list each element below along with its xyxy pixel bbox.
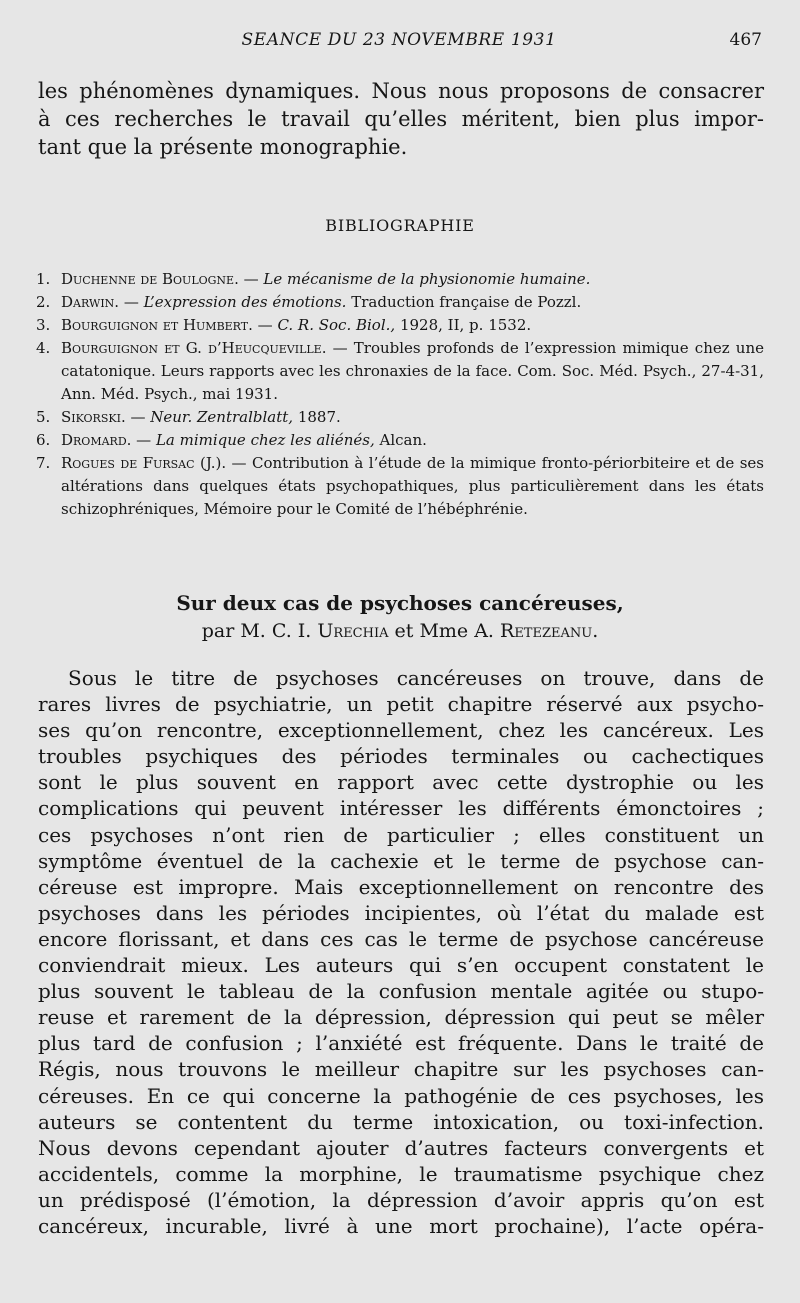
authors-prefix: par M. C. I. <box>201 620 318 642</box>
bibliography-entry <box>36 268 764 291</box>
entry-author: Dromard. <box>61 431 132 449</box>
entry-details: 1887. <box>293 408 341 426</box>
bibliography-heading: BIBLIOGRAPHIE <box>325 216 475 235</box>
running-title: SEANCE DU 23 NOVEMBRE 1931 <box>241 30 557 50</box>
entry-separator: — <box>238 270 264 288</box>
text-line: symptôme éventuel de la cachexie et le terme de psychose can- <box>38 848 764 873</box>
entry-number: 5. <box>36 408 51 426</box>
entry-number: 2. <box>36 293 51 311</box>
entry-separator: — <box>119 293 144 311</box>
entry-details: Traduction française de Pozzl. <box>346 293 582 311</box>
author-name: Retezeanu <box>500 620 593 642</box>
text-line: à ces recherches le travail qu’elles méritent, bien plus impor- <box>38 107 764 131</box>
text-line: céreuse est impropre. Mais exceptionnellement on rencontre des <box>38 874 764 899</box>
entry-title: L’expression des émotions. <box>143 293 347 311</box>
text-line: Régis, nous trouvons le meilleur chapitre sur les psychoses can- <box>38 1057 764 1082</box>
bibliography-entry <box>36 429 764 452</box>
text-line: plus souvent le tableau de la confusion mentale agitée ou stupo- <box>38 979 764 1004</box>
text-line: rares livres de psychiatrie, un petit chapitre réservé aux psycho- <box>38 692 764 717</box>
bibliography-entry <box>36 314 764 337</box>
text-line: sont le plus souvent en rapport avec cette dystrophie ou les <box>38 770 764 795</box>
text-line: Sous le titre de psychoses cancéreuses on trouve, dans de <box>68 666 764 690</box>
author-name: Urechia <box>317 620 389 642</box>
entry-number: 3. <box>36 316 51 334</box>
bibliography-entry <box>36 291 764 314</box>
lead-paragraph <box>38 77 764 161</box>
entry-details: Alcan. <box>374 431 427 449</box>
entry-number: 6. <box>36 431 51 449</box>
entry-author: Bourguignon et Humbert. <box>61 316 253 334</box>
entry-author: Rogues de Fursac (J.). <box>61 454 227 472</box>
text-line: auteurs se contentent du terme intoxication, ou toxi-infection. <box>38 1109 764 1134</box>
entry-number: 4. <box>36 339 51 357</box>
article-title: Sur deux cas de psychoses cancéreuses, <box>176 591 624 615</box>
entry-title: La mimique chez les aliénés, <box>155 431 375 449</box>
text-line: psychoses dans les périodes incipientes, où l’état du malade est <box>38 900 764 925</box>
text-line: plus tard de confusion ; l’anxiété est fréquente. Dans le traité de <box>38 1031 764 1056</box>
entry-separator: — <box>131 431 156 449</box>
text-line: conviendrait mieux. Les auteurs qui s’en occupent constatent le <box>38 953 764 978</box>
entry-author: Sikorski. <box>61 408 126 426</box>
entry-separator: — <box>226 454 253 472</box>
entry-separator: — <box>125 408 151 426</box>
bibliography-entry <box>36 452 764 521</box>
page-number: 467 <box>729 30 762 50</box>
entry-author: Bourguignon et G. d’Heucqueville. <box>61 339 327 357</box>
entry-title: C. R. Soc. Biol., <box>277 316 396 334</box>
text-line: reuse et rarement de la dépression, dépression qui peut se mêler <box>38 1005 764 1030</box>
text-line: tant que la présente monographie. <box>38 135 408 159</box>
running-header <box>36 30 762 56</box>
text-line: accidentels, comme la morphine, le traumatisme psychique chez <box>38 1161 764 1186</box>
text-line: cancéreux, incurable, livré à une mort prochaine), l’acte opéra- <box>38 1213 764 1238</box>
entry-title: Neur. Zentralblatt, <box>150 408 294 426</box>
article-body <box>38 665 764 1239</box>
authors-connector: et Mme A. <box>388 620 501 642</box>
entry-author: Darwin. <box>61 293 120 311</box>
text-line: un prédisposé (l’émotion, la dépression d’avoir appris qu’on est <box>38 1187 764 1212</box>
entry-author: Duchenne de Boulogne. <box>61 270 239 288</box>
text-line: encore florissant, et dans ces cas le terme de psychose cancéreuse <box>38 926 764 951</box>
bibliography-list <box>36 268 764 521</box>
text-line: les phénomènes dynamiques. Nous nous proposons de consacrer <box>38 79 764 103</box>
article-authors <box>0 618 800 644</box>
text-line: ses qu’on rencontre, exceptionnellement, chez les cancéreux. Les <box>38 718 764 743</box>
text-line: troubles psychiques des périodes terminales ou cachectiques <box>38 744 764 769</box>
entry-details: 1928, II, p. 1532. <box>395 316 532 334</box>
entry-details: Troubles profonds de l’expression mimique chez une catatonique. Leurs rapports avec les chronaxies de la face. Com. Soc. Méd. Psych., 27-4-31, Ann. Méd. Psych., mai 1931. <box>61 339 764 403</box>
text-line: céreuses. En ce qui concerne la pathogénie de ces psychoses, les <box>38 1083 764 1108</box>
entry-number: 1. <box>36 270 51 288</box>
entry-title: Le mécanisme de la physionomie humaine. <box>263 270 591 288</box>
bibliography-entry <box>36 406 764 429</box>
text-line: Nous devons cependant ajouter d’autres facteurs convergents et <box>38 1135 764 1160</box>
entry-details: Contribution à l’étude de la mimique fronto-périorbiteire et de ses altérations dans quelques états psychopathiques, plus particulièrement dans les états schizophréniques, Mémoire pour le Comité de l’hébéphrénie. <box>61 454 764 518</box>
entry-separator: — <box>326 339 354 357</box>
authors-suffix: . <box>592 620 599 642</box>
entry-number: 7. <box>36 454 51 472</box>
text-line: ces psychoses n’ont rien de particulier ; elles constituent un <box>38 822 764 847</box>
bibliography-entry <box>36 337 764 406</box>
text-line: complications qui peuvent intéresser les différents émonctoires ; <box>38 796 764 821</box>
entry-separator: — <box>252 316 278 334</box>
